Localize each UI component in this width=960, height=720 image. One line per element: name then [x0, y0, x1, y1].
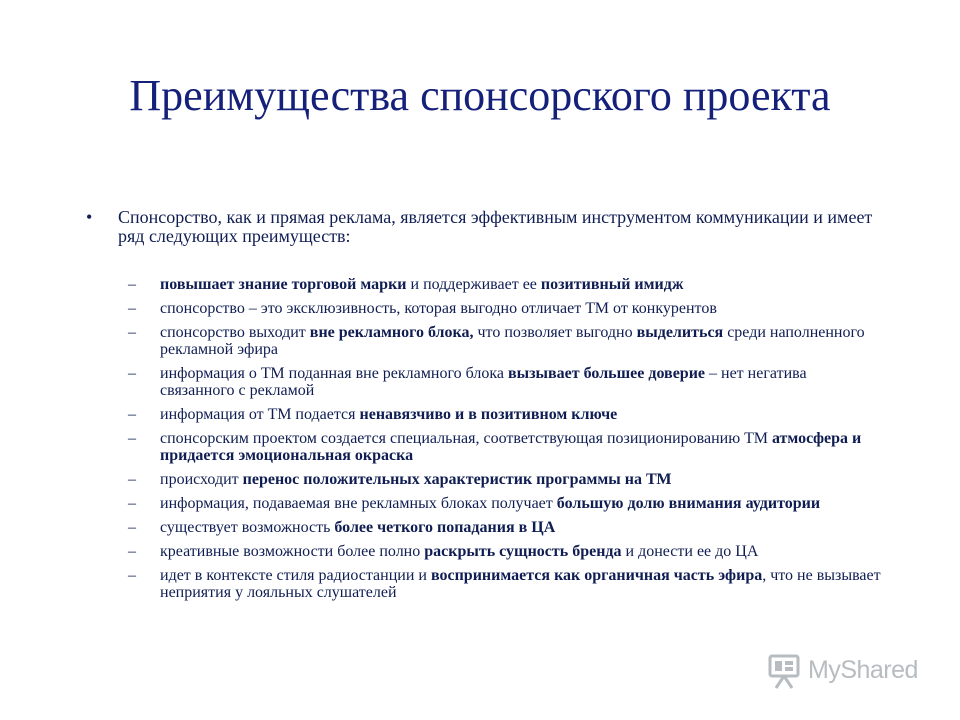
emphasis-text: позитивный имидж: [540, 276, 684, 293]
item-text: – нет негатива связанного с рекламой: [160, 365, 807, 399]
emphasis-text: большую долю внимания аудитории: [556, 495, 821, 512]
emphasis-text: повышает знание торговой марки: [160, 276, 407, 293]
item-text: спонсорство выходит: [160, 324, 310, 341]
advantage-item: [82, 276, 882, 293]
advantage-item: [82, 543, 882, 560]
item-text: спонсорским проектом создается специальная, соответствующая позиционированию ТМ: [160, 430, 772, 447]
emphasis-text: вне рекламного блока,: [309, 324, 474, 341]
emphasis-text: воспринимается как органичная часть эфира: [430, 567, 763, 584]
advantage-item: [82, 324, 882, 358]
emphasis-text: более четкого попадания в ЦА: [334, 519, 556, 536]
advantage-item: [82, 430, 882, 464]
item-text: информация от ТМ подается: [160, 406, 360, 423]
bullet-marker: •: [86, 207, 93, 227]
advantage-item: [82, 365, 882, 399]
item-text: существует возможность: [160, 519, 335, 536]
advantages-list: [82, 276, 882, 601]
item-text: среди наполненного рекламной эфира: [160, 324, 865, 358]
dash-marker: –: [128, 519, 136, 536]
item-text: происходит: [160, 471, 243, 488]
watermark-logo: [764, 652, 924, 692]
item-text: , что не вызывает неприятия у лояльных слушателей: [160, 567, 881, 601]
dash-marker: –: [128, 365, 136, 382]
item-text: что позволяет выгодно: [473, 324, 637, 341]
emphasis-text: ненавязчиво и в позитивном ключе: [359, 406, 618, 423]
advantage-item: [82, 406, 882, 423]
item-text: информация о ТМ поданная вне рекламного блока: [160, 365, 508, 382]
emphasis-text: вызывает большее доверие: [507, 365, 706, 382]
item-text: идет в контексте стиля радиостанции и: [160, 567, 431, 584]
item-text: и поддерживает ее: [406, 276, 541, 293]
advantage-item: [82, 519, 882, 536]
slide-title: Преимущества спонсорского проекта: [129, 71, 831, 120]
advantage-item: [82, 471, 882, 488]
item-text: спонсорство – это эксклюзивность, которая выгодно отличает ТМ от конкурентов: [160, 300, 717, 317]
item-text: информация, подаваемая вне рекламных блоках получает: [160, 495, 557, 512]
dash-marker: –: [128, 300, 136, 317]
dash-marker: –: [128, 495, 136, 512]
item-text: креативные возможности более полно: [160, 543, 425, 560]
dash-marker: –: [128, 324, 136, 341]
slide-body: [82, 208, 882, 608]
projector-screen-icon: [764, 654, 804, 690]
emphasis-text: раскрыть сущность бренда: [424, 543, 622, 560]
dash-marker: –: [128, 276, 136, 293]
emphasis-text: перенос положительных характеристик программы на ТМ: [242, 471, 672, 488]
emphasis-text: атмосфера и придается эмоциональная окраска: [160, 430, 862, 464]
advantage-item: [82, 495, 882, 512]
intro-text: Спонсорство, как и прямая реклама, является эффективным инструментом коммуникации и имеет ряд следующих преимуществ:: [118, 207, 873, 246]
emphasis-text: выделиться: [636, 324, 724, 341]
advantage-item: [82, 567, 882, 601]
dash-marker: –: [128, 430, 136, 447]
dash-marker: –: [128, 543, 136, 560]
dash-marker: –: [128, 567, 136, 584]
item-text: и донести ее до ЦА: [621, 543, 759, 560]
watermark-text: MyShared: [808, 656, 918, 684]
dash-marker: –: [128, 471, 136, 488]
dash-marker: –: [128, 406, 136, 423]
intro-bullet: [82, 208, 882, 246]
advantage-item: [82, 300, 882, 317]
